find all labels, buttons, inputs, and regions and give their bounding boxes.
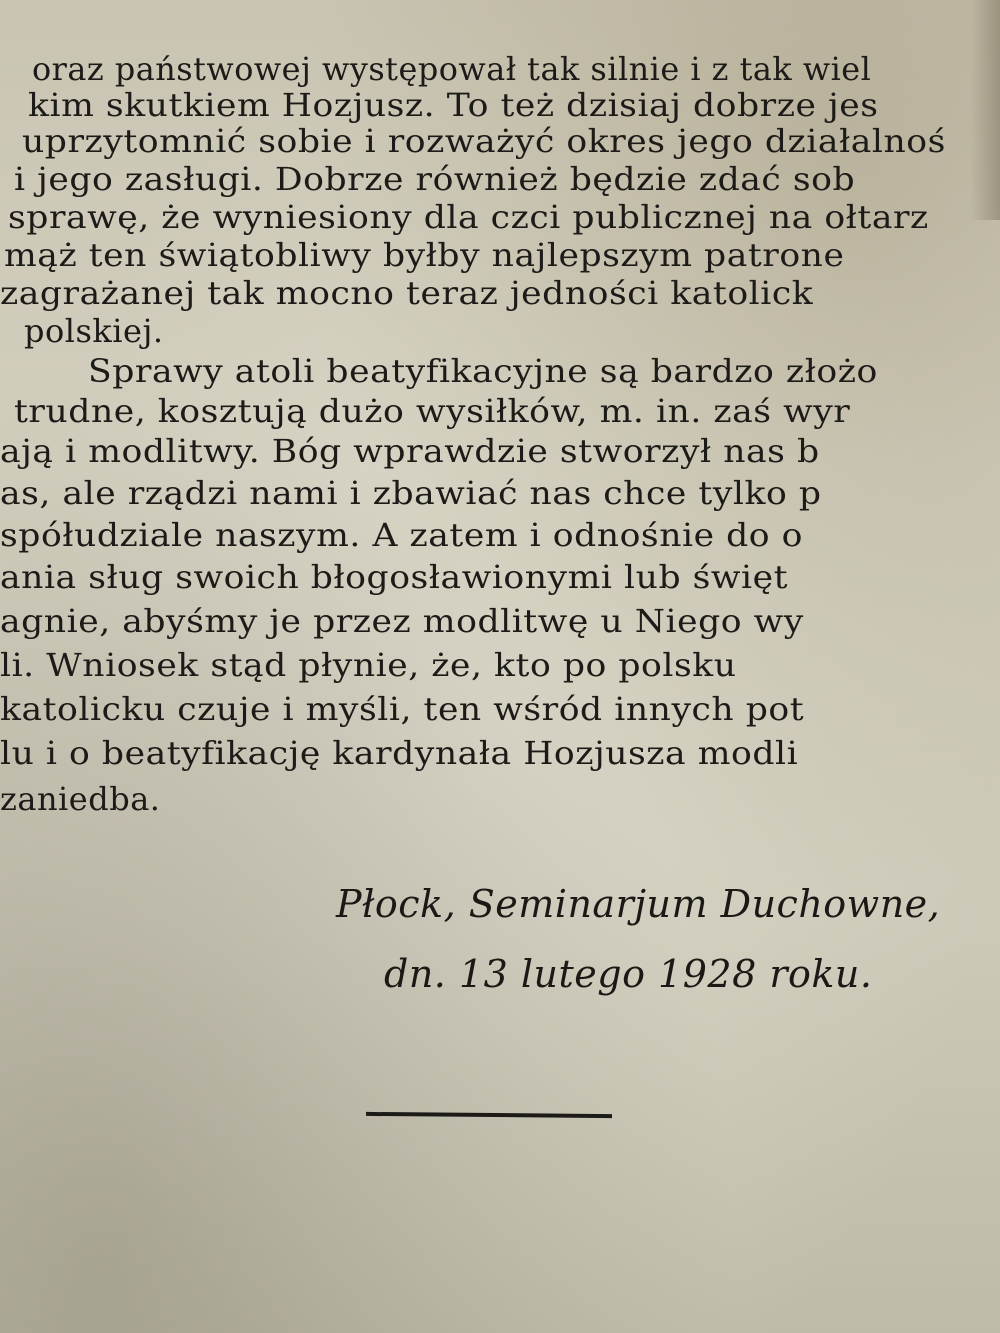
text-line: zaniedba.	[0, 780, 161, 818]
page-edge-shadow	[970, 0, 1000, 220]
text-line: li. Wniosek stąd płynie, że, kto po polsku	[0, 646, 737, 684]
text-line: spółudziale naszym. A zatem i odnośnie do o	[0, 516, 803, 554]
text-line: sprawę, że wyniesiony dla czci publicznej na ołtarz	[8, 198, 929, 236]
closing-date: dn. 13 lutego 1928 roku.	[384, 952, 873, 996]
text-line: as, ale rządzi nami i zbawiać nas chce tylko p	[0, 474, 822, 512]
section-divider	[366, 1112, 612, 1118]
text-line: trudne, kosztują dużo wysiłków, m. in. zaś wyr	[14, 392, 851, 430]
text-line: i jego zasługi. Dobrze również będzie zdać sob	[14, 160, 856, 198]
closing-place: Płock, Seminarjum Duchowne,	[336, 882, 941, 926]
text-line: zagrażanej tak mocno teraz jedności katolick	[0, 274, 814, 312]
text-line: kim skutkiem Hozjusz. To też dzisiaj dobrze jes	[28, 86, 879, 124]
text-line: mąż ten świątobliwy byłby najlepszym patrone	[4, 236, 845, 274]
text-line: polskiej.	[24, 312, 164, 350]
text-line: katolicku czuje i myśli, ten wśród innych pot	[0, 690, 805, 728]
text-line: ania sług swoich błogosławionymi lub święt	[0, 558, 789, 596]
text-line: Sprawy atoli beatyfikacyjne są bardzo złożo	[88, 352, 878, 390]
text-line: agnie, abyśmy je przez modlitwę u Niego wy	[0, 602, 804, 640]
text-line: uprzytomnić sobie i rozważyć okres jego działalnoś	[22, 122, 946, 160]
text-line: ają i modlitwy. Bóg wprawdzie stworzył nas b	[0, 432, 820, 470]
text-line: oraz państwowej występował tak silnie i z tak wiel	[32, 50, 872, 88]
text-line: lu i o beatyfikację kardynała Hozjusza modli	[0, 734, 799, 772]
